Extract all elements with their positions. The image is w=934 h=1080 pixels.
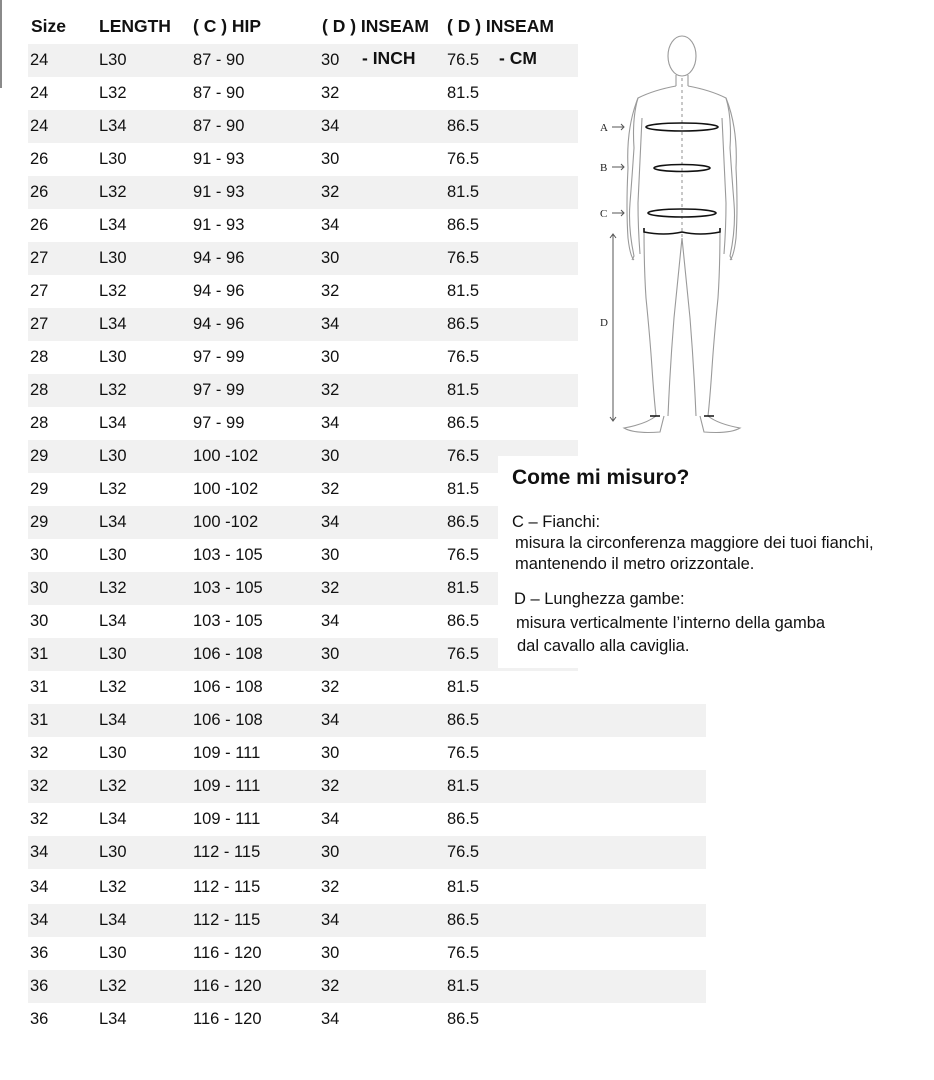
- hip-instruction-line-2: mantenendo il metro orizzontale.: [515, 555, 755, 573]
- cell-hip: 91 - 93: [193, 216, 245, 234]
- table-row: [28, 341, 578, 374]
- cell-cm: 86.5: [447, 612, 480, 630]
- cell-size: 24: [30, 51, 49, 69]
- table-row: [28, 506, 578, 539]
- cell-cm: 81.5: [447, 777, 480, 795]
- table-row: [28, 275, 578, 308]
- leg-instruction-line-2: dal cavallo alla caviglia.: [517, 637, 690, 655]
- cell-hip: 109 - 111: [193, 744, 261, 762]
- cell-hip: 94 - 96: [193, 315, 245, 333]
- cell-size: 32: [30, 744, 49, 762]
- cell-size: 24: [30, 117, 49, 135]
- table-row: [28, 110, 578, 143]
- cell-inch: 30: [321, 150, 340, 168]
- cell-inch: 32: [321, 579, 340, 597]
- cell-length: L30: [99, 51, 127, 69]
- cell-inch: 34: [321, 117, 340, 135]
- cell-cm: 76.5: [447, 447, 480, 465]
- cell-size: 29: [30, 513, 49, 531]
- cell-length: L34: [99, 810, 127, 828]
- cell-cm: 76.5: [447, 843, 480, 861]
- cell-cm: 86.5: [447, 911, 480, 929]
- header-size: Size: [31, 16, 67, 36]
- cell-length: L32: [99, 381, 127, 399]
- figure-right-inner-arm: [722, 118, 726, 254]
- header-inseam-inch: ( D ) INSEAM: [322, 16, 429, 36]
- cell-length: L34: [99, 117, 127, 135]
- cell-size: 27: [30, 282, 49, 300]
- cell-inch: 30: [321, 348, 340, 366]
- cell-size: 36: [30, 977, 49, 995]
- cell-inch: 30: [321, 546, 340, 564]
- figure-right-leg: [700, 228, 740, 433]
- cell-size: 30: [30, 579, 49, 597]
- cell-cm: 81.5: [447, 977, 480, 995]
- table-row: [28, 209, 578, 242]
- cell-size: 27: [30, 249, 49, 267]
- cell-cm: 76.5: [447, 546, 480, 564]
- cell-cm: 81.5: [447, 183, 480, 201]
- cell-hip: 112 - 115: [193, 911, 261, 929]
- table-row: [28, 242, 578, 275]
- cell-hip: 91 - 93: [193, 183, 245, 201]
- table-row: [28, 407, 578, 440]
- leg-heading: D – Lunghezza gambe:: [514, 590, 685, 608]
- cell-inch: 30: [321, 944, 340, 962]
- cell-inch: 30: [321, 645, 340, 663]
- cell-inch: 32: [321, 282, 340, 300]
- cell-hip: 116 - 120: [193, 944, 262, 962]
- hip-heading: C – Fianchi:: [512, 513, 601, 531]
- cell-length: L30: [99, 447, 127, 465]
- table-row: [28, 704, 706, 737]
- cell-length: L30: [99, 150, 127, 168]
- cell-hip: 103 - 105: [193, 612, 263, 630]
- table-row: [28, 737, 706, 770]
- arrow-d: [610, 234, 616, 421]
- table-row: [28, 374, 578, 407]
- table-row: [28, 44, 578, 77]
- cell-cm: 81.5: [447, 878, 480, 896]
- cell-hip: 106 - 108: [193, 645, 263, 663]
- cell-size: 28: [30, 348, 49, 366]
- cell-cm: 81.5: [447, 282, 480, 300]
- cell-inch: 34: [321, 315, 340, 333]
- cell-hip: 91 - 93: [193, 150, 245, 168]
- cell-length: L30: [99, 348, 127, 366]
- cell-size: 28: [30, 414, 49, 432]
- cell-length: L30: [99, 249, 127, 267]
- cell-size: 30: [30, 612, 49, 630]
- cell-cm: 86.5: [447, 216, 480, 234]
- cell-inch: 32: [321, 480, 340, 498]
- cell-length: L32: [99, 878, 127, 896]
- label-c: C: [600, 208, 608, 220]
- cell-length: L30: [99, 744, 127, 762]
- cell-cm: 76.5: [447, 645, 480, 663]
- cell-length: L32: [99, 282, 127, 300]
- cell-length: L34: [99, 612, 127, 630]
- figure-right-inner-leg: [682, 238, 696, 416]
- cell-hip: 97 - 99: [193, 348, 245, 366]
- cell-cm: 81.5: [447, 678, 480, 696]
- cell-length: L34: [99, 711, 127, 729]
- cell-cm: 86.5: [447, 810, 480, 828]
- cell-hip: 94 - 96: [193, 282, 245, 300]
- cell-hip: 116 - 120: [193, 977, 262, 995]
- table-row: [28, 638, 578, 671]
- header-length: LENGTH: [99, 16, 171, 36]
- info-title: Come mi misuro?: [512, 466, 690, 489]
- cell-hip: 100 -102: [193, 447, 259, 465]
- cell-inch: 30: [321, 249, 340, 267]
- cell-hip: 112 - 115: [193, 878, 261, 896]
- cell-cm: 86.5: [447, 513, 480, 531]
- cell-cm: 76.5: [447, 348, 480, 366]
- figure-left-arm: [627, 98, 638, 260]
- table-row: [28, 671, 706, 704]
- cell-length: L34: [99, 911, 127, 929]
- cell-length: L30: [99, 843, 127, 861]
- cell-length: L34: [99, 414, 127, 432]
- cell-hip: 100 -102: [193, 513, 259, 531]
- cell-cm: 76.5: [447, 51, 480, 69]
- cell-hip: 100 -102: [193, 480, 259, 498]
- cell-size: 32: [30, 777, 49, 795]
- cell-length: L32: [99, 579, 127, 597]
- cell-cm: 86.5: [447, 414, 480, 432]
- cell-length: L30: [99, 546, 127, 564]
- table-row: [28, 176, 578, 209]
- arrow-c: [612, 210, 624, 216]
- cell-cm: 76.5: [447, 249, 480, 267]
- body-measurement-figure: [594, 28, 754, 438]
- cell-size: 26: [30, 150, 49, 168]
- table-row: [28, 937, 706, 970]
- label-b: B: [600, 162, 608, 174]
- cell-cm: 76.5: [447, 150, 480, 168]
- cell-size: 32: [30, 810, 49, 828]
- cell-inch: 32: [321, 381, 340, 399]
- cell-size: 31: [30, 678, 49, 696]
- arrow-a: [612, 124, 624, 130]
- label-d: D: [600, 317, 608, 329]
- cell-cm: 81.5: [447, 84, 480, 102]
- cell-size: 28: [30, 381, 49, 399]
- table-row: [28, 308, 578, 341]
- cell-length: L34: [99, 1010, 127, 1028]
- table-row: [28, 770, 706, 803]
- table-row: [28, 539, 578, 572]
- cell-hip: 109 - 111: [193, 777, 261, 795]
- cell-length: L30: [99, 645, 127, 663]
- cell-inch: 30: [321, 843, 340, 861]
- cell-length: L34: [99, 513, 127, 531]
- cell-cm: 76.5: [447, 744, 480, 762]
- cell-hip: 87 - 90: [193, 51, 245, 69]
- cell-size: 26: [30, 216, 49, 234]
- cell-inch: 34: [321, 711, 340, 729]
- cell-cm: 86.5: [447, 117, 480, 135]
- cell-hip: 87 - 90: [193, 117, 245, 135]
- leg-instruction-line-1: misura verticalmente l’interno della gamba: [516, 614, 826, 632]
- cell-inch: 32: [321, 977, 340, 995]
- cell-inch: 32: [321, 678, 340, 696]
- cell-hip: 97 - 99: [193, 414, 245, 432]
- cell-inch: 34: [321, 414, 340, 432]
- cell-cm: 86.5: [447, 711, 480, 729]
- cell-size: 27: [30, 315, 49, 333]
- cell-inch: 34: [321, 216, 340, 234]
- cell-cm: 81.5: [447, 480, 480, 498]
- cell-size: 34: [30, 843, 49, 861]
- table-row: [28, 970, 706, 1003]
- cell-size: 24: [30, 84, 49, 102]
- table-row: [28, 473, 578, 506]
- figure-left-inner-leg: [668, 238, 682, 416]
- cell-inch: 32: [321, 878, 340, 896]
- cell-length: L32: [99, 183, 127, 201]
- table-row: [28, 143, 578, 176]
- cell-cm: 86.5: [447, 1010, 480, 1028]
- figure-left-leg: [624, 228, 664, 433]
- cell-inch: 30: [321, 447, 340, 465]
- cell-inch: 34: [321, 911, 340, 929]
- cell-size: 34: [30, 878, 49, 896]
- header-inseam-cm: ( D ) INSEAM: [447, 16, 554, 36]
- cell-size: 29: [30, 447, 49, 465]
- label-a: A: [600, 122, 608, 134]
- cell-hip: 87 - 90: [193, 84, 245, 102]
- cell-inch: 34: [321, 1010, 340, 1028]
- cell-length: L34: [99, 315, 127, 333]
- cell-size: 31: [30, 645, 49, 663]
- table-row: [28, 904, 706, 937]
- figure-left-inner-arm: [638, 118, 642, 254]
- cell-size: 34: [30, 911, 49, 929]
- cell-length: L32: [99, 480, 127, 498]
- header-cm-unit: - CM: [499, 48, 537, 68]
- cell-hip: 106 - 108: [193, 711, 263, 729]
- cell-hip: 116 - 120: [193, 1010, 262, 1028]
- cell-size: 30: [30, 546, 49, 564]
- cell-cm: 86.5: [447, 315, 480, 333]
- hip-instruction-line-1: misura la circonferenza maggiore dei tuoi fianchi,: [515, 534, 874, 552]
- cell-length: L34: [99, 216, 127, 234]
- table-row: [28, 1003, 706, 1036]
- table-row: [28, 871, 706, 904]
- table-row: [28, 440, 578, 473]
- cell-length: L30: [99, 944, 127, 962]
- cell-cm: 76.5: [447, 944, 480, 962]
- cell-size: 26: [30, 183, 49, 201]
- cell-length: L32: [99, 678, 127, 696]
- cell-length: L32: [99, 977, 127, 995]
- cell-inch: 32: [321, 84, 340, 102]
- header-inch-unit: - INCH: [362, 48, 416, 68]
- table-row: [28, 572, 578, 605]
- cell-hip: 103 - 105: [193, 579, 263, 597]
- cell-length: L32: [99, 84, 127, 102]
- table-row: [28, 605, 578, 638]
- cell-inch: 34: [321, 810, 340, 828]
- header-hip: ( C ) HIP: [193, 16, 262, 36]
- cell-cm: 81.5: [447, 579, 480, 597]
- cell-hip: 94 - 96: [193, 249, 245, 267]
- arrow-b: [612, 164, 624, 170]
- cell-inch: 32: [321, 183, 340, 201]
- cell-hip: 109 - 111: [193, 810, 261, 828]
- cell-inch: 30: [321, 51, 340, 69]
- cell-size: 29: [30, 480, 49, 498]
- cell-size: 31: [30, 711, 49, 729]
- cell-size: 36: [30, 1010, 49, 1028]
- cell-hip: 103 - 105: [193, 546, 263, 564]
- cell-inch: 34: [321, 513, 340, 531]
- cell-hip: 112 - 115: [193, 843, 261, 861]
- cell-hip: 106 - 108: [193, 678, 263, 696]
- cell-inch: 34: [321, 612, 340, 630]
- table-row: [28, 803, 706, 836]
- table-row: [28, 77, 578, 110]
- figure-head: [668, 36, 696, 76]
- figure-right-arm: [726, 98, 737, 260]
- table-row: [28, 836, 706, 869]
- how-to-measure-box: [498, 456, 934, 668]
- cell-length: L32: [99, 777, 127, 795]
- cell-size: 36: [30, 944, 49, 962]
- cell-inch: 30: [321, 744, 340, 762]
- cell-cm: 81.5: [447, 381, 480, 399]
- cell-inch: 32: [321, 777, 340, 795]
- cell-hip: 97 - 99: [193, 381, 245, 399]
